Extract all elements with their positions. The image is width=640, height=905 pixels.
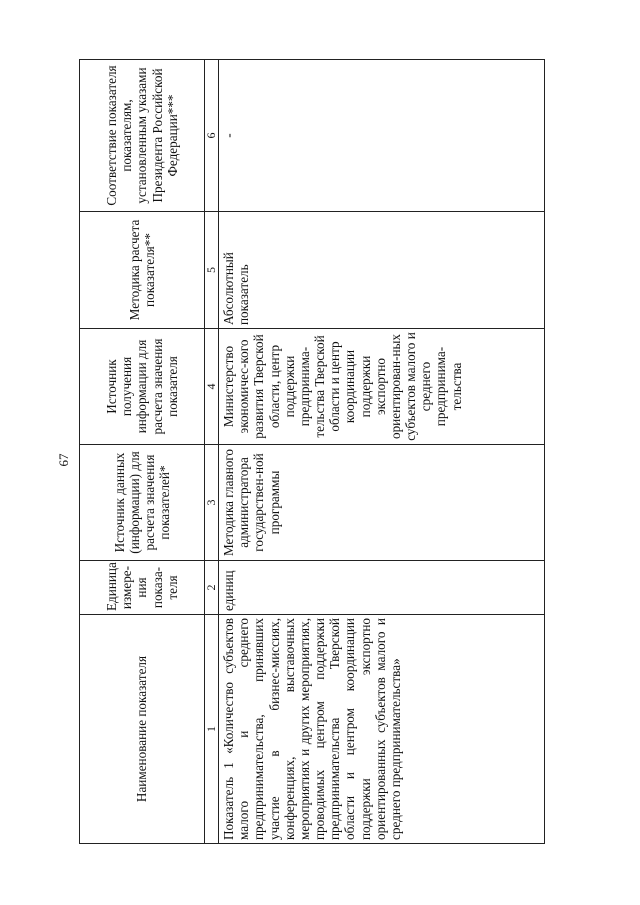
header-indicator-name: Наименование показателя (80, 615, 205, 844)
column-number: 5 (205, 212, 219, 329)
column-number: 2 (205, 561, 219, 615)
cell-method: Абсолютный показатель (219, 212, 545, 329)
cell-unit: единиц (219, 561, 545, 615)
table-header-row (80, 60, 205, 844)
header-method: Методика расчета показателя** (80, 212, 205, 329)
header-unit: Единица измере-ния показа-теля (80, 561, 205, 615)
header-data-source: Источник данных (информации) для расчета значения показателей* (80, 445, 205, 561)
header-compliance: Соответствие показателя показателям, установленным указами Президента Российской Федерации*** (80, 60, 205, 212)
cell-indicator-name: Показатель 1 «Количество субъектов малого и среднего предпринимательства, принявших участие в бизнес-миссиях, конференциях, выставочных мероприятиях и других мероприятиях, проводимых центром поддержки предпринимательства Тверской области и центром координации поддержки экспортно ориентированных субъектов малого и среднего предпринимательства» (219, 615, 545, 844)
cell-info-source: Министерство экономичес-кого развития Тверской области, центр поддержки предпринима-тельства Тверской области и центр координации поддержки экспортно ориентирован-ных субъектов малого и среднего предпринима-тельства (219, 329, 545, 445)
indicator-table (79, 59, 545, 844)
page-number: 67 (56, 453, 71, 467)
header-info-source: Источник получения информации для расчета значения показателя (80, 329, 205, 445)
table-row (219, 60, 545, 844)
cell-compliance: - (219, 60, 545, 212)
column-number: 3 (205, 445, 219, 561)
column-number: 6 (205, 60, 219, 212)
cell-data-source: Методика главного администратора государствен-ной программы (219, 445, 545, 561)
indicator-table-container (79, 60, 545, 844)
column-number: 1 (205, 615, 219, 844)
column-number: 4 (205, 329, 219, 445)
column-number-row (205, 60, 219, 844)
